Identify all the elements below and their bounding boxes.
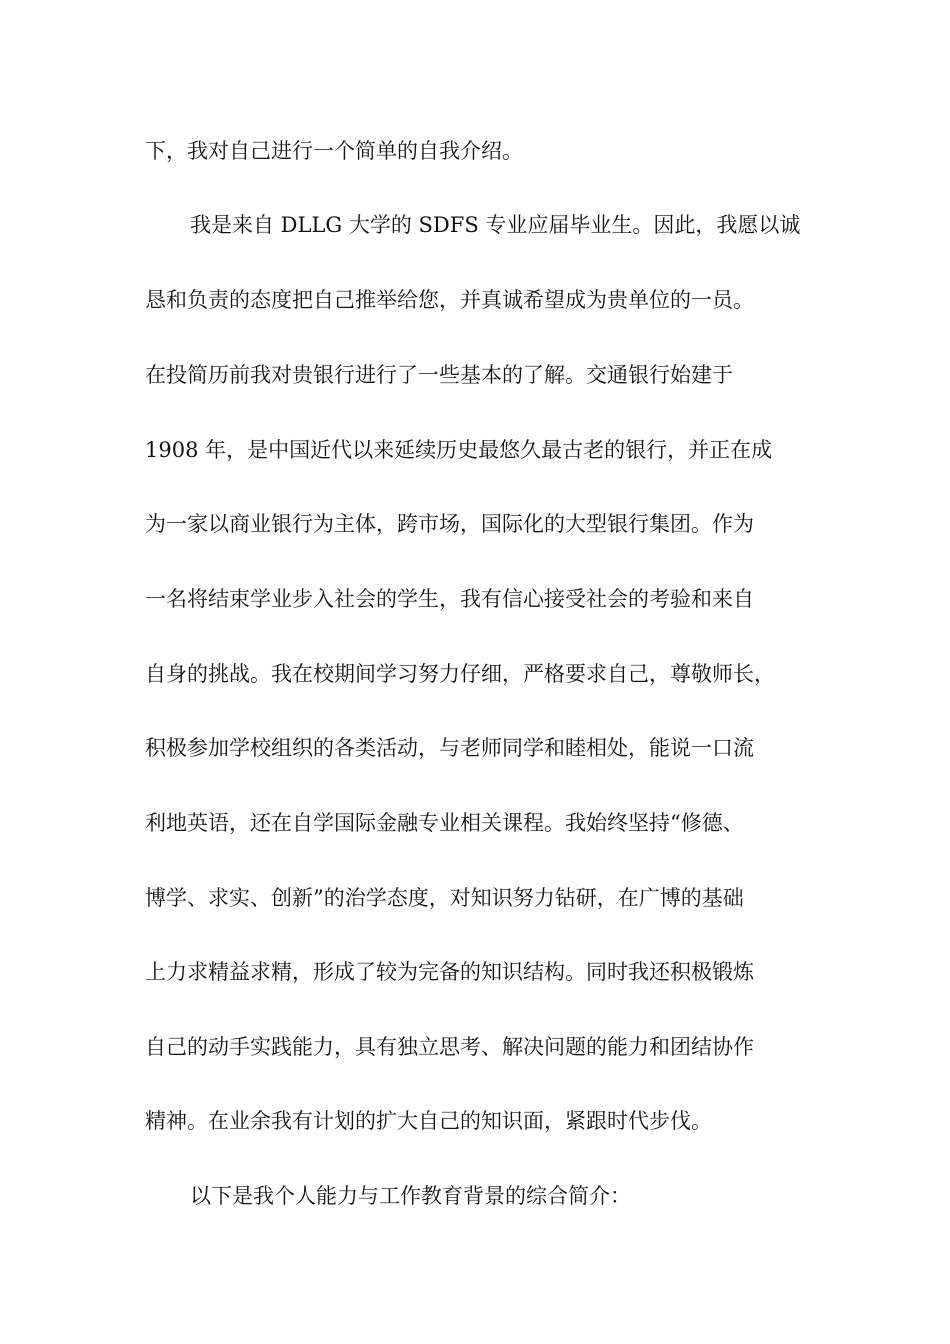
paragraph-line-14: 精神。在业余我有计划的扩大自己的知识面，紧跟时代步伐。 <box>145 1109 712 1133</box>
paragraph-line-3: 恳和负责的态度把自己推举给您，并真诚希望成为贵单位的一员。 <box>145 288 754 312</box>
paragraph-line-1: 下，我对自己进行一个简单的自我介绍。 <box>145 139 523 163</box>
paragraph-line-5: 1908 年，是中国近代以来延续历史最悠久最古老的银行，并正在成 <box>145 438 773 462</box>
paragraph-line-8: 自身的挑战。我在校期间学习努力仔细，严格要求自己，尊敬师长， <box>145 662 775 686</box>
paragraph-line-15: 以下是我个人能力与工作教育背景的综合简介： <box>190 1184 631 1208</box>
paragraph-line-2: 我是来自 DLLG 大学的 SDFS 专业应届毕业生。因此，我愿以诚 <box>190 213 801 237</box>
paragraph-line-4: 在投简历前我对贵银行进行了一些基本的了解。交通银行始建于 <box>145 363 733 387</box>
paragraph-line-6: 为一家以商业银行为主体，跨市场，国际化的大型银行集团。作为 <box>145 512 754 536</box>
paragraph-line-9: 积极参加学校组织的各类活动，与老师同学和睦相处，能说一口流 <box>145 736 754 760</box>
paragraph-line-12: 上力求精益求精，形成了较为完备的知识结构。同时我还积极锻炼 <box>145 960 754 984</box>
paragraph-line-13: 自己的动手实践能力，具有独立思考、解决问题的能力和团结协作 <box>145 1035 754 1059</box>
paragraph-line-11: 博学、求实、创新”的治学态度，对知识努力钻研，在广博的基础 <box>145 886 744 910</box>
paragraph-line-10: 利地英语，还在自学国际金融专业相关课程。我始终坚持“修德、 <box>145 811 744 835</box>
paragraph-line-7: 一名将结束学业步入社会的学生，我有信心接受社会的考验和来自 <box>145 587 754 611</box>
